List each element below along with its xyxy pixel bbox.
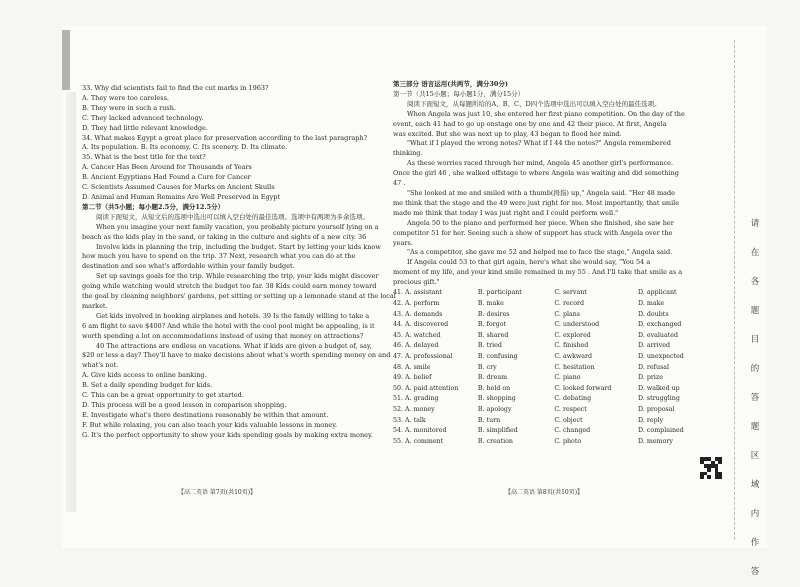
- option-cell: 53. A. talk: [393, 416, 426, 424]
- instruction-text: 阅读下面短文，从每题所给的A、B、C、D四个选项中选出可以填入空白处的最佳选项。: [407, 99, 661, 108]
- passage-line: years.: [393, 238, 413, 247]
- option-row: [393, 299, 723, 310]
- option-cell: C. piano: [554, 374, 581, 382]
- option-row: [393, 426, 723, 437]
- passage-line: "She looked at me and smiled with a thumb(拇指) up," Angela said. "Her 48 made: [407, 188, 676, 197]
- section-title: 第三部分 语言运用(共两节，满分30分): [393, 80, 508, 88]
- left-text-line: A. Its population. B. Its economy. C. Its scenery. D. Its climate.: [82, 143, 288, 152]
- left-text-line: 34. What makes Egypt a great place for preservation according to the last paragraph?: [82, 133, 368, 142]
- left-text-line: 40 The attractions are endless on vacations. What if kids are given a budget of, say,: [96, 341, 372, 350]
- option-row: [393, 405, 723, 416]
- left-text-line: Get kids involved in booking airplanes and hotels. 39 Is the family willing to take a: [96, 311, 370, 320]
- passage-line: made me think that today I was just right and I could perform well.": [393, 208, 619, 217]
- left-text-line: Involve kids in planning the trip, including the budget. Start by letting your kids know: [96, 242, 381, 251]
- option-cell: C. looked forward: [554, 384, 612, 392]
- left-text-line: F. But while relaxing, you can also teach your kids valuable lessons in money.: [82, 420, 338, 429]
- passage-line: moment of my life, and your kind smile remained in my 55 . And I'll take that smile as a: [393, 268, 683, 277]
- option-cell: C. record: [554, 299, 585, 307]
- option-cell: C. finished: [554, 342, 589, 350]
- left-text-line: C. This can be a great opportunity to get started.: [82, 391, 244, 400]
- left-column: [82, 84, 396, 441]
- left-text-line: 6 am flight to save $400? And while the hotel with the cool pool might be appealing, is it: [82, 321, 375, 330]
- option-cell: B. creation: [477, 437, 513, 445]
- option-cell: B. participant: [477, 289, 522, 297]
- option-row: [393, 288, 723, 299]
- left-text-line: market.: [82, 301, 108, 310]
- option-cell: D. unexpected: [638, 352, 684, 360]
- qr-code-icon: [700, 457, 722, 479]
- option-row: [393, 320, 723, 331]
- option-cell: B. shopping: [477, 395, 516, 403]
- option-cell: C. respect: [554, 405, 587, 413]
- option-cell: B. dream: [477, 374, 508, 382]
- option-cell: 42. A. perform: [393, 299, 440, 307]
- left-text-line: worth spending a lot on accommodations instead of using that money on attractions?: [82, 331, 364, 340]
- option-cell: 43. A. demands: [393, 310, 443, 318]
- option-cell: C. debating: [554, 395, 592, 403]
- left-text-line: 35. What is the best title for the text?: [82, 153, 206, 162]
- left-text-line: 第二节（共5小题；每小题2.5分，满分12.5分）: [82, 202, 225, 211]
- option-cell: D. reply: [638, 416, 664, 424]
- option-cell: B. held on: [477, 384, 511, 392]
- option-cell: D. struggling: [638, 395, 680, 403]
- option-cell: C. plans: [554, 310, 581, 318]
- option-cell: D. applicant: [638, 289, 677, 297]
- option-cell: 46. A. delayed: [393, 342, 439, 350]
- option-cell: C. photo: [554, 437, 582, 445]
- option-row: [393, 436, 723, 447]
- option-cell: D. evaluated: [638, 331, 679, 339]
- option-row: [393, 373, 723, 384]
- option-row: [393, 394, 723, 405]
- left-text-line: the goal by cleaning neighbors' gardens, pet sitting or setting up a lemonade stand at the local: [82, 292, 396, 301]
- option-cell: 41. A. assistant: [393, 289, 442, 297]
- option-cell: B. cry: [477, 363, 497, 371]
- left-text-line: A. Cancer Has Been Around for Thousands of Years: [82, 163, 252, 172]
- margin-notice: 请 在 各 题 目 的 答 题 区 域 内 作 答: [750, 219, 760, 577]
- option-cell: C. hesitation: [554, 363, 595, 371]
- option-cell: B. shared: [477, 331, 509, 339]
- option-cell: D. exchanged: [638, 321, 682, 329]
- scan-edge-mark: [62, 30, 70, 90]
- option-cell: 52. A. money: [393, 405, 435, 413]
- option-cell: D. proposal: [638, 405, 675, 413]
- right-column: [393, 80, 725, 447]
- option-cell: B. simplified: [477, 427, 518, 435]
- left-text-line: $20 or less a day? They'll have to make decisions about what's worth spending money on and: [82, 351, 391, 360]
- left-text-line: destination and see what's affordable within your family budget.: [82, 262, 295, 271]
- option-cell: D. prize: [638, 374, 663, 382]
- passage-line: If Angela could 53 to that girl again, here's what she would say, "You 54 a: [407, 258, 651, 267]
- left-text-line: D. Animal and Human Remains Are Well Preserved in Egypt: [82, 192, 281, 201]
- passage-line: thinking.: [393, 149, 423, 158]
- option-cell: D. walked up: [638, 384, 680, 392]
- option-cell: C. servant: [554, 289, 587, 297]
- option-cell: B. desires: [477, 310, 510, 318]
- left-text-line: 阅读下面短文，从短文后的选项中选出可以填入空白处的最佳选项。选项中有两项为多余选项。: [96, 212, 369, 221]
- option-row: [393, 330, 723, 341]
- left-text-line: E. Investigate what's there destinations reasonably be within that amount.: [82, 410, 329, 419]
- passage-line: Once the girl 46 , she walked offstage to where Angela was waiting and did something: [393, 169, 679, 178]
- option-cell: B. make: [477, 299, 504, 307]
- passage-line: When Angela was just 10, she entered her first piano competition. On the day of the: [407, 109, 685, 118]
- option-cell: B. forgot: [477, 321, 507, 329]
- option-cell: D. refusal: [638, 363, 669, 371]
- passage-line: "As a competitor, she gave me 52 and helped me to face the stage," Angela said.: [407, 248, 673, 257]
- option-row: [393, 352, 723, 363]
- left-text-line: how much you have to spend on the trip. 37 Next, research what you can do at the: [82, 252, 356, 261]
- left-text-line: 33. Why did scientists fail to find the cut marks in 1963?: [82, 84, 269, 92]
- answer-margin-strip: [734, 40, 774, 577]
- passage-line: precious gift.": [393, 278, 440, 287]
- option-cell: C. explored: [554, 331, 591, 339]
- option-row: [393, 309, 723, 320]
- option-cell: B. confusing: [477, 352, 518, 360]
- option-cell: 47. A. professional: [393, 352, 453, 360]
- left-text-line: G. It's the perfect opportunity to show your kids spending goals by making extra money.: [82, 430, 373, 439]
- passage-line: As these worries raced through her mind, Angela 45 another girl's performance.: [407, 159, 674, 168]
- option-cell: 55. A. comment: [393, 437, 444, 445]
- passage-line: event, each 41 had to go up onstage one by one and 42 their piece. At first, Angela: [393, 119, 667, 128]
- passage-line: competitor 51 for her. Seeing such a show of support has stuck with Angela over the: [393, 228, 673, 237]
- option-cell: C. understood: [554, 321, 600, 329]
- passage-line: me think that the stage and the 49 were just right for me. Most importantly, that smile: [393, 198, 680, 207]
- option-cell: 51. A. grading: [393, 395, 439, 403]
- left-text-line: B. Set a daily spending budget for kids.: [82, 381, 213, 390]
- option-cell: 44. A. discovered: [393, 321, 449, 329]
- option-cell: D. arrived: [638, 342, 670, 350]
- option-cell: B. apology: [477, 405, 512, 413]
- left-text-line: B. They were in such a rush.: [82, 103, 177, 112]
- option-cell: 50. A. paid attention: [393, 384, 459, 392]
- left-text-line: D. This process will be a good lesson in comparison shopping.: [82, 401, 287, 409]
- left-text-line: C. They lacked advanced technology.: [82, 113, 204, 122]
- option-row: [393, 415, 723, 426]
- left-text-line: D. They had little relevant knowledge.: [82, 123, 208, 132]
- left-text-line: what's not.: [82, 361, 119, 370]
- left-text-line: going while watching would stretch the budget too far. 38 Kids could earn money toward: [82, 282, 377, 291]
- option-row: [393, 383, 723, 394]
- option-cell: 54. A. monitored: [393, 427, 447, 435]
- option-cell: 48. A. smile: [393, 363, 431, 371]
- option-cell: 49. A. belief: [393, 374, 432, 382]
- option-cell: D. complained: [638, 427, 684, 435]
- left-text-line: C. Scientists Assumed Causes for Marks on Ancient Skulls: [82, 183, 275, 192]
- left-text-line: B. Ancient Egyptians Had Found a Cure for Cancer: [82, 173, 251, 182]
- left-text-line: A. They were too careless.: [82, 93, 170, 102]
- right-page-footer: 【高二英语 第8页(共10页)】: [505, 489, 584, 496]
- option-row: [393, 341, 723, 352]
- option-cell: B. turn: [477, 416, 501, 424]
- option-cell: D. make: [638, 299, 665, 307]
- passage-line: 47 .: [393, 179, 406, 188]
- options-table: [393, 288, 723, 447]
- option-cell: C. awkward: [554, 352, 593, 360]
- option-cell: 45. A. watched: [393, 331, 441, 339]
- passage-line: Angela 50 to the piano and performed her piece. When she finished, she saw her: [407, 218, 674, 227]
- left-page-footer: 【高二英语 第7页(共10页)】: [178, 489, 257, 496]
- passage-line: was excited. But she was next up to play, 43 began to flood her mind.: [393, 129, 622, 138]
- cloze-passage: [393, 110, 725, 288]
- option-cell: D. memory: [638, 437, 673, 445]
- subsection-title: 第一节（共15小题；每小题1分，满分15分）: [393, 89, 525, 98]
- left-text-line: A. Give kids access to online banking.: [82, 371, 207, 380]
- left-text-line: When you imagine your next family vacation, you probably picture yourself lying on a: [96, 222, 379, 231]
- binding-margin: [66, 92, 76, 512]
- left-text-line: Set up savings goals for the trip. While researching the trip, your kids might discover: [96, 272, 379, 281]
- option-row: [393, 362, 723, 373]
- passage-line: "What if I played the wrong notes? What if I 44 the notes?" Angela remembered: [407, 139, 671, 148]
- option-cell: B. tried: [477, 342, 502, 350]
- option-cell: C. changed: [554, 427, 591, 435]
- option-cell: C. object: [554, 416, 583, 424]
- left-text-line: beach as the kids play in the sand, or taking in the culture and sights of a new city. 36: [82, 232, 367, 241]
- option-cell: D. doubts: [638, 310, 669, 318]
